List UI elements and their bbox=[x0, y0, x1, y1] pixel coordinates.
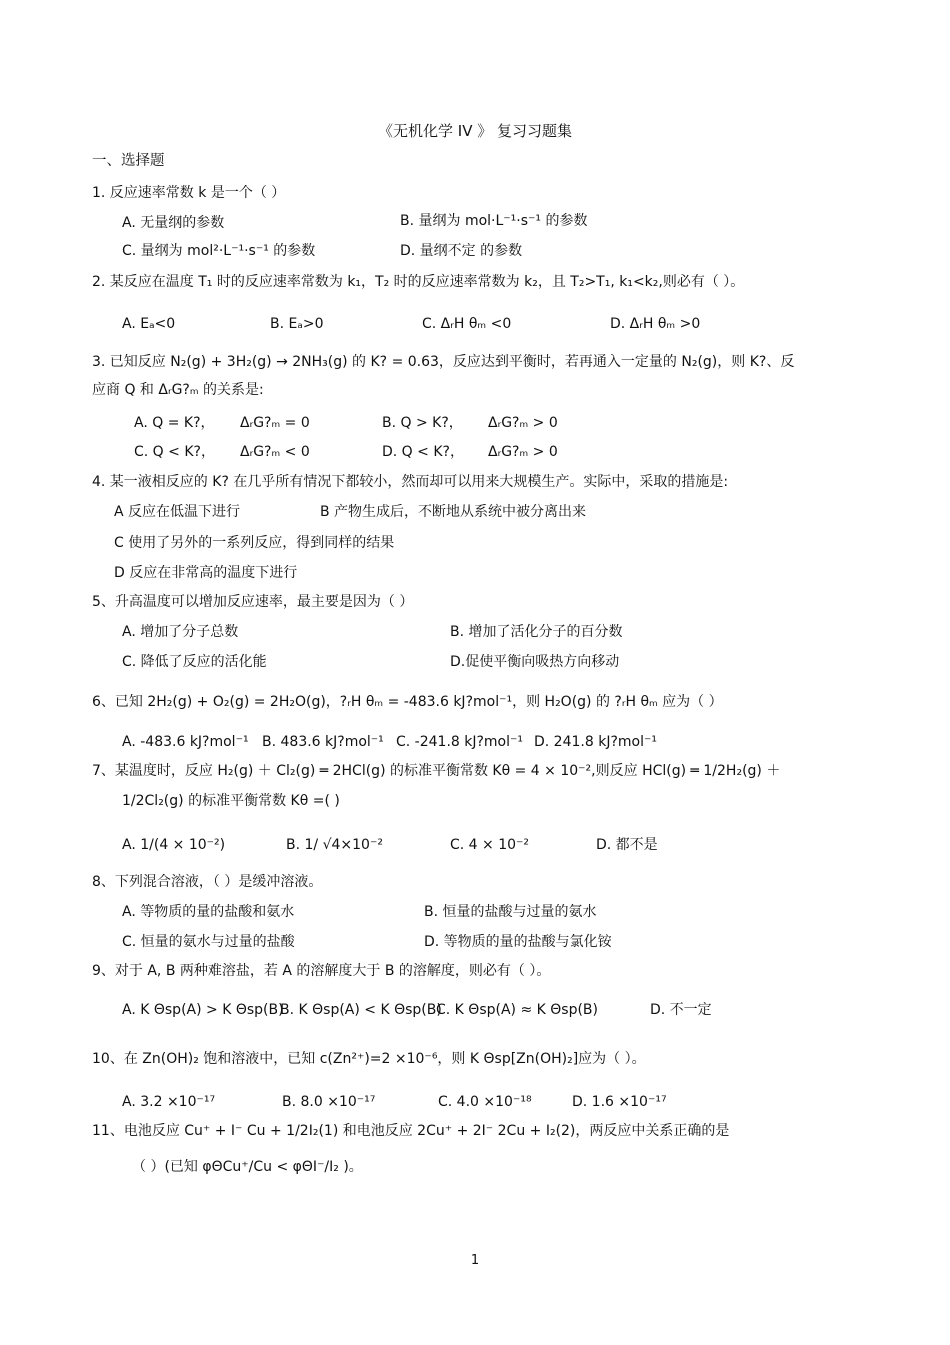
q4-option-b: B 产物生成后，不断地从系统中被分离出来 bbox=[320, 504, 587, 520]
page-number: 1 bbox=[470, 1253, 480, 1268]
q8-option-c: C. 恒量的氨水与过量的盐酸 bbox=[122, 934, 295, 950]
question-11-stem-line-2: （ ）(已知 φΘCu⁺/Cu < φΘI⁻/I₂ )。 bbox=[132, 1159, 363, 1175]
q8-option-a: A. 等物质的量的盐酸和氨水 bbox=[122, 904, 295, 920]
q10-option-c: C. 4.0 ×10⁻¹⁸ bbox=[438, 1094, 532, 1110]
q3-option-c: C. Q < K?， bbox=[134, 444, 215, 460]
q7-option-c: C. 4 × 10⁻² bbox=[450, 837, 530, 853]
question-10-stem: 10、在 Zn(OH)₂ 饱和溶液中，已知 c(Zn²⁺)=2 ×10⁻⁶，则 K Θsp[Zn(OH)₂]应为（ ）。 bbox=[92, 1051, 646, 1067]
q9-option-a: A. K Θsp(A) > K Θsp(B) bbox=[122, 1002, 284, 1018]
q2-option-c: C. ΔᵣH θₘ <0 bbox=[422, 316, 512, 332]
document-title: 《无机化学 IV 》 复习习题集 bbox=[378, 122, 572, 140]
q3-option-a: A. Q = K?， bbox=[134, 415, 215, 431]
q6-option-a: A. -483.6 kJ?mol⁻¹ bbox=[122, 734, 249, 750]
q2-option-b: B. Eₐ>0 bbox=[270, 316, 324, 332]
q3-option-b-relation: ΔᵣG?ₘ > 0 bbox=[488, 415, 558, 431]
q4-option-c: C 使用了另外的一系列反应，得到同样的结果 bbox=[114, 535, 395, 551]
q9-option-d: D. 不一定 bbox=[650, 1002, 712, 1018]
q6-option-b: B. 483.6 kJ?mol⁻¹ bbox=[262, 734, 384, 750]
q3-option-a-relation: ΔᵣG?ₘ = 0 bbox=[240, 415, 310, 431]
q1-option-b: B. 量纲为 mol·L⁻¹·s⁻¹ 的参数 bbox=[400, 213, 588, 229]
question-4-stem: 4. 某一液相反应的 K? 在几乎所有情况下都较小，然而却可以用来大规模生产。实际中，采取的措施是: bbox=[92, 474, 729, 490]
q5-option-c: C. 降低了反应的活化能 bbox=[122, 654, 267, 670]
question-2-stem: 2. 某反应在温度 T₁ 时的反应速率常数为 k₁，T₂ 时的反应速率常数为 k₂，且 T₂>T₁, k₁<k₂,则必有（ ）。 bbox=[92, 274, 745, 290]
q6-option-d: D. 241.8 kJ?mol⁻¹ bbox=[534, 734, 657, 750]
question-3-stem-line-1: 3. 已知反应 N₂(g) + 3H₂(g) → 2NH₃(g) 的 K? = 0.63，反应达到平衡时，若再通入一定量的 N₂(g)，则 K?、反 bbox=[92, 354, 795, 370]
q5-option-b: B. 增加了活化分子的百分数 bbox=[450, 624, 623, 640]
question-7-stem-line-1: 7、某温度时，反应 H₂(g) ＋ Cl₂(g) ═ 2HCl(g) 的标准平衡常数 Kθ = 4 × 10⁻²,则反应 HCl(g) ═ 1/2H₂(g) ＋ bbox=[92, 763, 781, 779]
q10-option-d: D. 1.6 ×10⁻¹⁷ bbox=[572, 1094, 667, 1110]
q3-option-d-relation: ΔᵣG?ₘ > 0 bbox=[488, 444, 558, 460]
q7-option-d: D. 都不是 bbox=[596, 837, 658, 853]
q8-option-d: D. 等物质的量的盐酸与氯化铵 bbox=[424, 934, 612, 950]
q3-option-b: B. Q > K?， bbox=[382, 415, 463, 431]
q5-option-a: A. 增加了分子总数 bbox=[122, 624, 239, 640]
q6-option-c: C. -241.8 kJ?mol⁻¹ bbox=[396, 734, 524, 750]
q8-option-b: B. 恒量的盐酸与过量的氨水 bbox=[424, 904, 597, 920]
question-8-stem: 8、下列混合溶液，（ ）是缓冲溶液。 bbox=[92, 874, 323, 890]
question-6-stem: 6、已知 2H₂(g) + O₂(g) = 2H₂O(g)，?ᵣH θₘ = -483.6 kJ?mol⁻¹，则 H₂O(g) 的 ?ᵣH θₘ 应为（ ） bbox=[92, 694, 723, 710]
q1-option-d: D. 量纲不定 的参数 bbox=[400, 243, 523, 259]
question-9-stem: 9、对于 A, B 两种难溶盐，若 A 的溶解度大于 B 的溶解度，则必有（ ）。 bbox=[92, 963, 551, 979]
q10-option-a: A. 3.2 ×10⁻¹⁷ bbox=[122, 1094, 216, 1110]
q1-option-c: C. 量纲为 mol²·L⁻¹·s⁻¹ 的参数 bbox=[122, 243, 316, 259]
q7-option-b: B. 1/ √4×10⁻² bbox=[286, 837, 383, 853]
q4-option-d: D 反应在非常高的温度下进行 bbox=[114, 565, 298, 581]
q2-option-a: A. Eₐ<0 bbox=[122, 316, 176, 332]
q3-option-d: D. Q < K?， bbox=[382, 444, 464, 460]
question-5-stem: 5、升高温度可以增加反应速率，最主要是因为（ ） bbox=[92, 594, 414, 610]
question-11-stem-line-1: 11、电池反应 Cu⁺ + I⁻ Cu + 1/2I₂(1) 和电池反应 2Cu⁺ + 2I⁻ 2Cu + I₂(2)，两反应中关系正确的是 bbox=[92, 1123, 730, 1139]
q3-option-c-relation: ΔᵣG?ₘ < 0 bbox=[240, 444, 310, 460]
question-7-stem-line-2: 1/2Cl₂(g) 的标准平衡常数 Kθ =( ) bbox=[122, 793, 340, 809]
question-1-stem: 1. 反应速率常数 k 是一个（ ） bbox=[92, 185, 286, 201]
section-heading: 一、选择题 bbox=[92, 153, 165, 169]
question-3-stem-line-2: 应商 Q 和 ΔᵣG?ₘ 的关系是: bbox=[92, 382, 264, 398]
q10-option-b: B. 8.0 ×10⁻¹⁷ bbox=[282, 1094, 376, 1110]
q4-option-a: A 反应在低温下进行 bbox=[114, 504, 241, 520]
q7-option-a: A. 1/(4 × 10⁻²) bbox=[122, 837, 226, 853]
q9-option-b: B. K Θsp(A) < K Θsp(B) bbox=[280, 1002, 442, 1018]
q5-option-d: D.促使平衡向吸热方向移动 bbox=[450, 654, 620, 670]
q1-option-a: A. 无量纲的参数 bbox=[122, 215, 225, 231]
q2-option-d: D. ΔᵣH θₘ >0 bbox=[610, 316, 701, 332]
q9-option-c: C. K Θsp(A) ≈ K Θsp(B) bbox=[436, 1002, 598, 1018]
